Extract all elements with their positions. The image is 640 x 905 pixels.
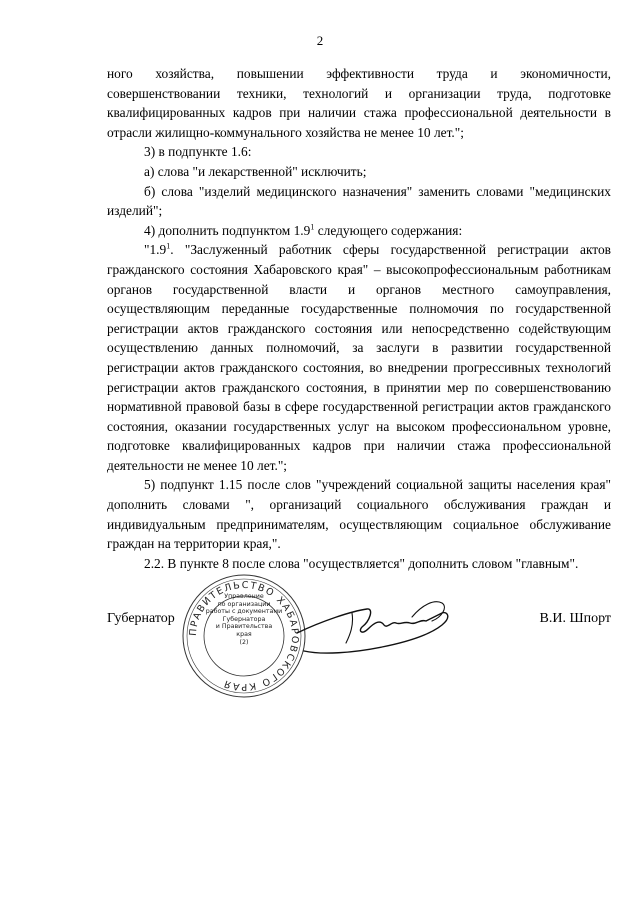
paragraph-item-5: 5) подпункт 1.15 после слов "учреждений социальной защиты населения края" дополнить словами ", организаций социального обслуживания граждан и индивидуальным предпринимателям, осуществляющим социальное обслуживание граждан на территории края,". <box>107 477 611 552</box>
paragraph-item-3a: а) слова "и лекарственной" исключить; <box>144 163 367 179</box>
signature-block <box>107 579 611 741</box>
paragraph-item-2-2: 2.2. В пункте 8 после слова "осуществляется" дополнить словом "главным". <box>144 555 579 571</box>
paragraph-item-3b: б) слова "изделий медицинского назначения" заменить словами "медицинских изделий"; <box>107 183 611 219</box>
paragraph-item-3: 3) в подпункте 1.6: <box>144 144 252 160</box>
official-seal <box>179 571 309 701</box>
page-number: 2 <box>316 33 324 48</box>
svg-text:ПРАВИТЕЛЬСТВО ХАБАРОВСКОГО КРА: ПРАВИТЕЛЬСТВО ХАБАРОВСКОГО КРАЯ <box>187 579 301 693</box>
seal-center-text: Управление по организации работы с документами Губернатора и Правительства края (2) <box>205 593 283 646</box>
handwritten-signature <box>292 591 462 661</box>
signatory-name: В.И. Шпорт <box>539 611 611 626</box>
paragraph-item-1-9-1: "$1.9^1$. "Заслуженный работник сферы государственной регистрации актов гражданского состояния Хабаровского края" – высокопрофессиональным работникам органов государственной власти и органов местного самоуправления, осуществляющим переданные государственные полномочия по государственной регистрации актов гражданского состояния или непосредственно содействующим осуществлению данных полномочий, за заслуги в развитии государственной регистрации актов гражданского состояния, во внедрении прогрессивных технологий регистрации актов гражданского состояния, в принятии мер по совершенствованию нормативной правовой базы в сфере государственной регистрации актов гражданского состояния, оказании государственных услуг на высоком профессиональном уровне, подготовке квалифицированных кадров при наличии стажа профессиональной деятельности не менее 10 лет."; <box>107 241 611 473</box>
paragraph-item-4: 4) дополнить подпунктом $1.9^1$ следующего содержания: <box>144 222 463 238</box>
paragraph-continuation: ного хозяйства, повышении эффективности труда и экономичности, совершенствовании техники, технологий и организации труда, подготовке квалифицированных кадров при наличии стажа профессиональной деятельности в отрасли жилищно-коммунального хозяйства не менее 10 лет."; <box>107 66 611 140</box>
signatory-role: Губернатор <box>107 611 175 626</box>
document-body <box>107 64 611 573</box>
